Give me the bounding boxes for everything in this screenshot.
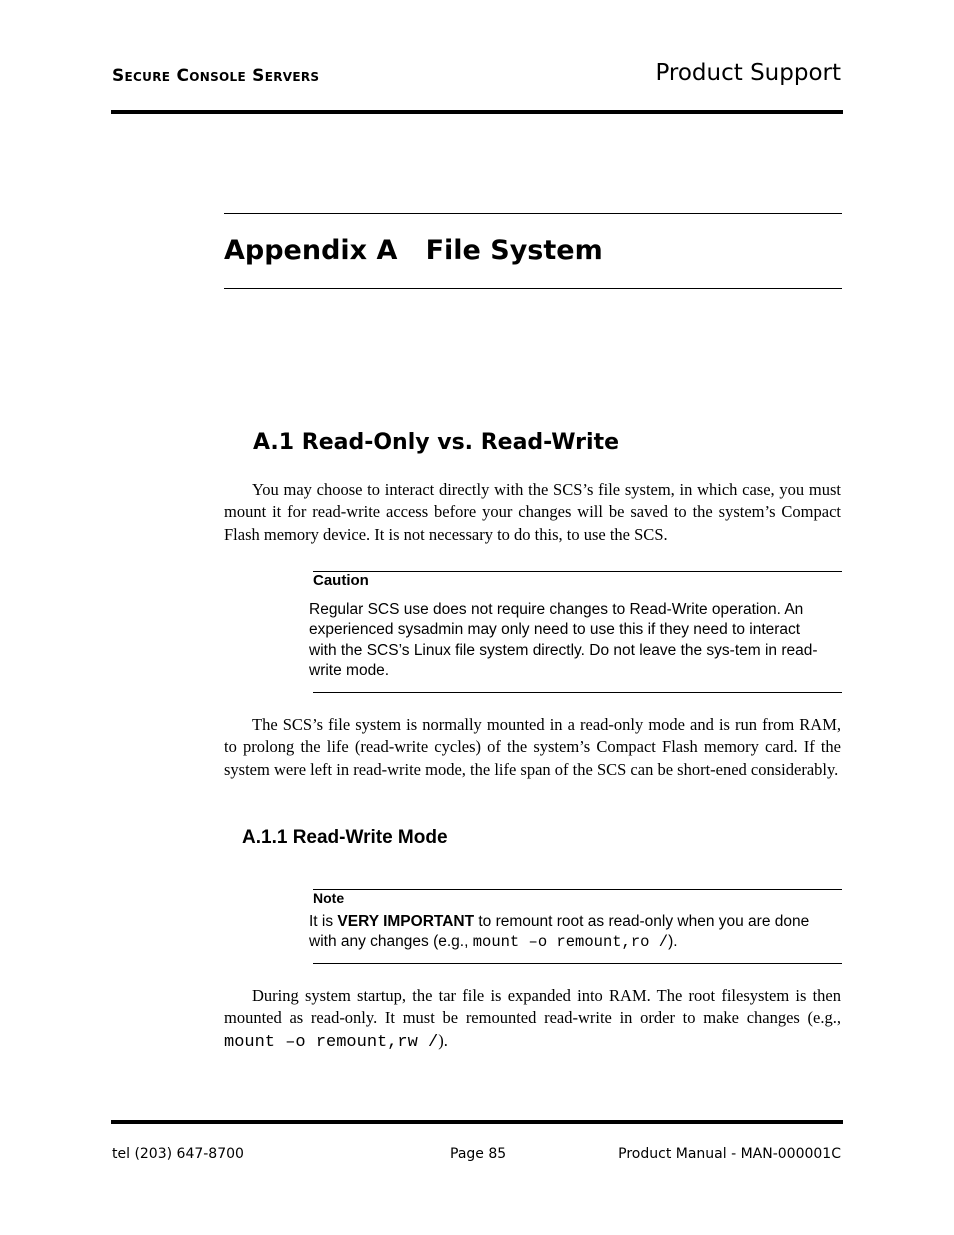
title-rule-top: [224, 213, 842, 214]
caution-label: Caution: [313, 572, 369, 589]
paragraph-1-text: You may choose to interact directly with the SCS’s file system, in which case, you must mount it for read-write access before your changes will be saved to the system’s Compact Flash memory device. It is not necessary to do this, to use the SCS.: [224, 480, 841, 544]
running-header-section: Product Support: [655, 60, 841, 86]
caution-body: Regular SCS use does not require changes to Read-Write operation. An experienced sysadmin may only need to use this if they need to interact with the SCS’s Linux file system directly. Do not leave the sys-tem in read-write mode.: [309, 601, 818, 679]
section-heading: A.1 Read-Only vs. Read-Write: [253, 430, 620, 455]
paragraph-3-post: ).: [438, 1030, 448, 1050]
running-header-title: Secure Console Servers: [112, 66, 320, 86]
appendix-name: File System: [425, 235, 603, 266]
title-rule-bottom: [224, 288, 842, 289]
note-rule-top: [313, 889, 842, 890]
note-body: [309, 912, 831, 953]
paragraph-3-command: mount –o remount,rw /: [224, 1032, 439, 1052]
note-rule-bottom: [313, 963, 842, 964]
footer-manual-id: Product Manual - MAN-000001C: [618, 1146, 841, 1162]
caution-rule-bottom: [313, 692, 842, 693]
footer-phone: tel (203) 647-8700: [112, 1146, 244, 1162]
paragraph-2: [224, 714, 841, 781]
paragraph-1: [224, 479, 841, 546]
subsection-heading: A.1.1 Read-Write Mode: [242, 827, 448, 848]
header-rule: [111, 110, 843, 114]
note-text-mid: to remount root as read-only when you are done with any changes (e.g.,: [309, 913, 810, 951]
footer-page-number: Page 85: [450, 1146, 507, 1162]
footer-rule: [111, 1120, 843, 1124]
paragraph-3: [224, 985, 841, 1054]
appendix-title: [224, 235, 603, 266]
note-text-pre: It is: [309, 913, 338, 930]
note-label: Note: [313, 890, 345, 906]
paragraph-2-text: The SCS’s file system is normally mounted in a read-only mode and is run from RAM, to prolong the life (read-write cycles) of the system’s Compact Flash memory card. If the system were left in read-write mode, the life span of the SCS can be short-ened considerably.: [224, 715, 841, 779]
caution-rule-top: [313, 571, 842, 572]
note-command: mount –o remount,ro /: [472, 933, 669, 952]
note-text-post: ).: [668, 933, 678, 951]
paragraph-3-text: During system startup, the tar file is expanded into RAM. The root filesystem is then mounted as read-only. It must be remounted read-write in order to make changes (e.g.,: [224, 986, 841, 1028]
note-emphasis: VERY IMPORTANT: [337, 913, 475, 930]
appendix-label: Appendix A: [224, 235, 398, 266]
